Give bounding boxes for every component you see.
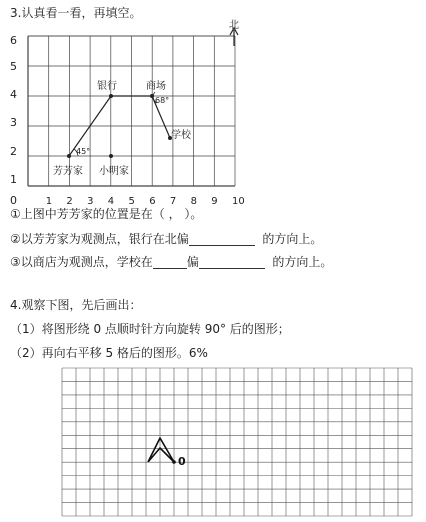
rotation-point-label: 0 (178, 455, 186, 468)
point-fangfang (67, 154, 71, 158)
label-xiaoming: 小明家 (99, 166, 129, 177)
y-tick-label: 5 (10, 60, 17, 73)
coordinate-chart (0, 18, 426, 218)
x-tick-label: 8 (190, 196, 197, 207)
x-tick-label: 6 (149, 196, 156, 207)
chart-grid (28, 36, 235, 186)
q4-item-2: （2）再向右平移 5 格后的图形。6% (10, 346, 208, 360)
q3-line-3 (10, 255, 332, 269)
label-fangfang: 芳芳家 (53, 166, 83, 177)
q3-line-3-text-a: ③以商店为观测点，学校在 (10, 255, 153, 269)
arrow-figure (148, 438, 174, 462)
q3-line-1: ①上图中芳芳家的位置是在（ ， ）。 (10, 207, 203, 221)
x-tick-label: 1 (45, 196, 53, 207)
q3-line-2-text-b: 的方向上。 (262, 232, 323, 246)
x-tick-label: 7 (169, 196, 177, 207)
label-angle-68: 68° (155, 96, 170, 105)
q3-line-2 (10, 232, 322, 246)
question-4-title: 4.观察下图，先后画出： (10, 298, 142, 312)
rotation-point (172, 460, 176, 464)
label-school: 学校 (171, 130, 191, 141)
label-bank: 银行 (97, 81, 117, 92)
x-tick-label: 4 (107, 196, 115, 207)
y-tick-label: 2 (10, 145, 17, 158)
x-tick-label: 3 (87, 196, 94, 207)
x-tick-label: 10 (232, 196, 245, 207)
y-tick-label: 4 (10, 88, 17, 101)
point-mall (150, 94, 154, 98)
point-xiaoming (109, 154, 113, 158)
q3-line-2-blank[interactable] (189, 233, 255, 246)
chart-ticks (10, 34, 245, 207)
x-tick-label: 5 (128, 196, 135, 207)
q3-line-3-text-c: 的方向上。 (272, 255, 333, 269)
drawing-grid[interactable] (0, 362, 426, 522)
label-angle-45: 45° (76, 147, 91, 156)
q3-line-3-blank-2[interactable] (199, 256, 265, 269)
y-tick-label: 0 (10, 194, 17, 207)
q3-line-2-text-a: ②以芳芳家为观测点，银行在北偏 (10, 232, 189, 246)
q3-line-3-text-b: 偏 (186, 255, 199, 269)
point-bank (109, 94, 113, 98)
q4-item-1: （1）将图形绕 0 点顺时针方向旋转 90° 后的图形； (10, 322, 290, 336)
x-tick-label: 2 (66, 196, 73, 207)
x-tick-label: 9 (211, 196, 218, 207)
north-label: 北 (229, 20, 239, 31)
y-tick-label: 3 (10, 116, 17, 129)
y-tick-label: 6 (10, 34, 17, 47)
y-tick-label: 1 (10, 173, 17, 186)
q3-line-3-blank-1[interactable] (153, 256, 187, 269)
label-mall: 商场 (146, 81, 166, 92)
question-3-title: 3.认真看一看，再填空。 (10, 6, 142, 20)
draw-grid-lines (62, 368, 412, 516)
